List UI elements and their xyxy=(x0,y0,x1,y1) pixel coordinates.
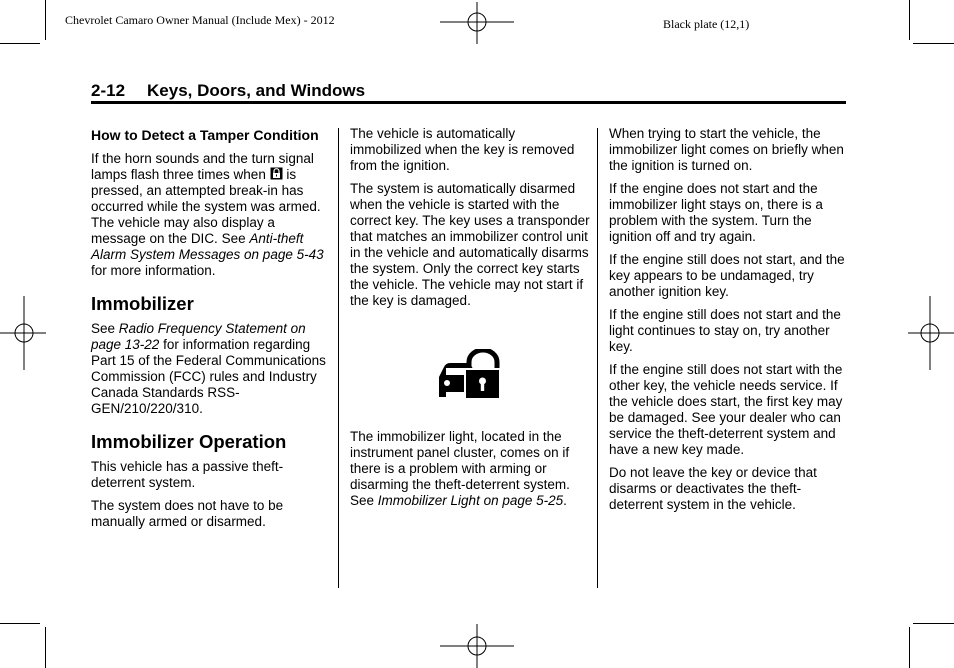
print-header-left: Chevrolet Camaro Owner Manual (Include Mex) - 2012 xyxy=(65,13,335,27)
immobilizer-text: for information regarding Part 15 of the Federal Communications Commission (FCC) rules and Industry Canada Standards RSS-GEN/210/220/310. xyxy=(91,337,326,416)
immobilizer-light-reference-link[interactable]: Immobilizer Light on page 5-25 xyxy=(377,493,564,508)
lock-icon xyxy=(270,167,283,180)
tamper-paragraph xyxy=(91,151,331,279)
column-1 xyxy=(91,126,331,537)
registration-mark-right xyxy=(908,296,954,370)
tamper-text-3: for more information. xyxy=(91,263,216,278)
crop-mark xyxy=(45,0,46,40)
immobilizer-light-period: . xyxy=(563,493,567,508)
disarmed-paragraph: The system is automatically disarmed when the vehicle is started with the correct key. The key uses a transponder that matches an immobilizer control unit in the vehicle and automatically disarms the system. Only the correct key starts the vehicle. The vehicle may not start if the key is damaged. xyxy=(350,181,590,308)
registration-mark-bottom xyxy=(440,624,514,668)
operation-paragraph-2: The system does not have to be manually armed or disarmed. xyxy=(91,498,284,529)
immobilizer-paragraph xyxy=(91,321,331,417)
immobilizer-light-text: The immobilizer light, located in the instrument panel cluster, comes on if there is a problem with arming or disarming the theft-deterrent system. See xyxy=(350,429,570,508)
section-title: Keys, Doors, and Windows xyxy=(147,81,366,100)
tamper-text-2: is pressed, an attempted break-in has occurred while the system was armed. The vehicle may also display a message on the DIC. See xyxy=(91,167,321,246)
crop-mark xyxy=(0,43,40,44)
operation-paragraph-1: This vehicle has a passive theft-deterrent system. xyxy=(91,459,284,490)
engine-not-start-paragraph: If the engine does not start and the immobilizer light stays on, there is a problem with the system. Turn the ignition off and try again. xyxy=(609,181,823,244)
crop-mark xyxy=(913,623,954,624)
do-not-leave-key-paragraph: Do not leave the key or device that disarms or deactivates the theft-deterrent system in the vehicle. xyxy=(609,465,817,512)
immobilizer-light-paragraph xyxy=(350,429,590,509)
tamper-text-1: If the horn sounds and the turn signal lamps flash three times when xyxy=(91,151,314,182)
crop-mark xyxy=(45,627,46,668)
crop-mark xyxy=(909,0,910,40)
start-paragraph: When trying to start the vehicle, the immobilizer light comes on briefly when the ignition is turned on. xyxy=(609,126,844,173)
light-stays-on-paragraph: If the engine still does not start and the light continues to stay on, try another key. xyxy=(609,307,841,354)
column-divider xyxy=(597,128,598,588)
registration-mark-left xyxy=(0,296,46,370)
section-heading xyxy=(91,81,365,101)
column-2 xyxy=(350,126,590,516)
immobilizer-operation-heading: Immobilizer Operation xyxy=(91,431,287,452)
column-divider xyxy=(338,128,339,588)
column-3 xyxy=(609,126,849,520)
crop-mark xyxy=(0,623,40,624)
immobilizer-light-icon xyxy=(436,349,500,401)
try-another-key-paragraph: If the engine still does not start, and the key appears to be undamaged, try another ignition key. xyxy=(609,252,845,299)
immobilizer-heading: Immobilizer xyxy=(91,293,194,314)
registration-mark-top xyxy=(440,2,514,44)
crop-mark xyxy=(909,627,910,668)
tamper-heading: How to Detect a Tamper Condition xyxy=(91,127,319,143)
immobilized-paragraph: The vehicle is automatically immobilized when the key is removed from the ignition. xyxy=(350,126,575,173)
needs-service-paragraph: If the engine still does not start with the other key, the vehicle needs service. If the vehicle does start, the first key may be damaged. See your dealer who can service the theft-deterrent system and have a new key made. xyxy=(609,362,843,457)
immobilizer-see: See xyxy=(91,321,119,336)
heading-rule xyxy=(91,101,846,104)
anti-theft-reference-link[interactable]: Anti-theft Alarm System Messages on page 5-43 xyxy=(91,231,324,262)
crop-mark xyxy=(913,43,954,44)
section-number: 2-12 xyxy=(91,81,126,100)
print-header-right: Black plate (12,1) xyxy=(663,17,750,31)
radio-frequency-reference-link[interactable]: Radio Frequency Statement on page 13-22 xyxy=(91,321,306,352)
